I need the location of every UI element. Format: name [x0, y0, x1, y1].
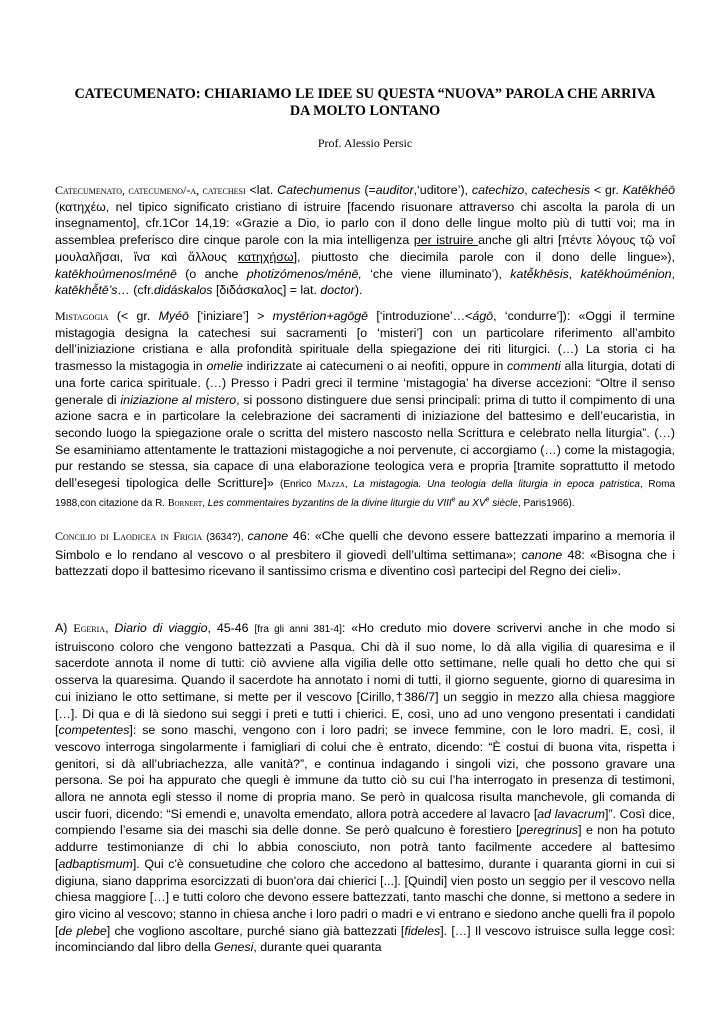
term-heading: Mistagogia	[55, 309, 109, 323]
text: alla liturgia, dotati di una forte carica spirituale. (…) Presso i Padri greci il termine ‘mistagogia’ ha diverse accezioni: “Oltre il senso generale di	[55, 359, 675, 407]
document-title	[55, 86, 675, 120]
latin-term: doctor	[320, 283, 355, 298]
greek-term: katēkhoúménion	[580, 266, 672, 281]
text: , si possono distinguere due sensi principali: prima di tutto il compimento di una azione sacra e in particolare la celebrazione dei sacramenti di iniziazione del battesimo e dell’eucaristia, in secondo luogo la spiegazione orale o scritta del mistero nascosto nella Scrittura e celebrato nella liturgia”. (…) Se esaminiamo attentamente le trattazioni mistagogiche a noi pervenute, ci accorgiamo (…) come la mistagogia, pur restando se stessa, sia capace di una elaborazione teologica vera e propria [tramite soprattutto il metodo dell’esegesi tipologica delle Scritture]»	[55, 392, 675, 491]
book-title: La mistagogia. Una teologia della liturgia in epoca patristica	[353, 479, 640, 491]
text: 48: «Bisogna che i battezzati dopo il battesimo ricevano il santissimo crisma e diventino così partecipi del Regno dei cieli».	[55, 547, 675, 579]
text: ).	[354, 283, 363, 298]
title-line-2: DA MOLTO LONTANO	[289, 103, 441, 119]
text: 46: «Che quelli che devono essere battezzati imparino a memoria il Simbolo e lo rendano al vescovo o al presbitero il giovedì dell’ultima settimana»;	[55, 529, 675, 562]
date: (3634?),	[202, 532, 248, 543]
term-heading: Egeria	[73, 621, 106, 635]
text: (o anche	[176, 266, 247, 281]
text: ], piuttosto che diecimila parole con il dono delle lingue»),	[293, 249, 676, 264]
paragraph-laodicea	[55, 528, 675, 580]
author-name: Bornert	[167, 497, 203, 509]
text: (κατηχέω, nel tipico significato cristiano di istruire [facendo risuonare attraverso chi ascolta la parola di un insegnamento], cfr.1Cor 14,19: «Grazie a Dio, io parlo con il dono delle lingue molto più di tutti voi; ma in assemblea preferisco dire cinque parole con la mia intelligenza	[55, 199, 675, 248]
text: ,	[344, 479, 354, 491]
latin-term: peregrinus	[519, 823, 579, 838]
text: [‘iniziare’] >	[188, 309, 273, 323]
paragraph-mistagogia	[55, 308, 675, 512]
text: ]. […] Il vescovo istruisce sulla legge così: incominciando dal libro della	[55, 923, 675, 955]
text: , ‘condurre’]): «Oggi il termine mistagogia designa la catechesi sui sacramenti [o ‘misteri’] con un particolare riferimento all’ambito dell’iniziazione cristiana e alla profondità spirituale della spiegazione dei riti liturgici. (…) La storia ci ha trasmesso la mistagogia in	[55, 309, 675, 374]
text: ‘che viene illuminato’),	[361, 266, 511, 281]
text: : «Ho creduto mio dovere scrivervi anche in che modo si istruiscono coloro che vengono battezzati a Pasqua. Chi dà il suo nome, lo dà alla vigilia di quaresima e il sacerdote annota il nome di tutti: ciò avviene alla vigilia delle otto settimane, nelle quali ho detto che qui si osserva la quaresima. Quando il sacerdote ha annotato i nomi di tutti, il giorno seguente, giorno di quaresima in cui iniziano le otto settimane, si mette per il vescovo [Cirillo,†386/7] un seggio in mezzo alla chiesa maggiore […]. Di qua e di là siedono sui seggi i preti e tutti i chierici. E, così, uno ad uno vengono presentati i candidati [	[55, 621, 675, 738]
book-title: au XV	[455, 497, 486, 509]
text: ,	[524, 183, 532, 197]
book-title: Diario di viaggio	[114, 621, 208, 635]
text: ,	[105, 621, 115, 635]
greek-term: Myéō	[158, 309, 189, 323]
greek-term: katē̆khēsis	[510, 266, 569, 281]
text: <lat.	[245, 183, 278, 197]
date: [fra gli anni 381-4]	[254, 624, 342, 635]
text: ] e non ha potuto addurre testimonianze di chi lo abbia conosciuto, non potrà tanto facilmente accedere al battesimo [	[55, 823, 675, 871]
superscript: e	[451, 496, 456, 504]
paragraph-egeria	[55, 620, 675, 956]
text: ]: se sono maschi, vengono con i loro padri; se invece femmine, con le loro madri. E, così, il vescovo interroga singolarmente i famigliari di colui che è entrato, dicendo: “È costui di buona vita, rispetta i genitori, si dà all’ubriachezza, alle vanità?”, e continua indagando i singoli vizi, che possono gravare una persona. Se poi ha appurato che quegli è immune da tutto ciò su cui l’ha interrogato in presenza di testimoni, allora ne annota egli stesso il nome di propria mano. Se però in qualcosa risulta manchevole, gli comanda di uscir fuori, dicendo: “Si emendi e, unavolta emendato, allora potrà accedere al lavacro [	[55, 723, 675, 821]
text: ]”. Così dice, compiendo l’esame sia dei maschi sia delle donne. Se però qualcuno è forestiero [	[55, 806, 675, 838]
greek-term: Katēkhéō	[622, 183, 676, 197]
text: indirizzate ai catecumeni o ai neofiti, oppure in	[242, 359, 507, 374]
latin-term: catechizo	[471, 183, 525, 197]
text: ,	[568, 266, 581, 281]
paragraph-catecumenato	[55, 182, 675, 299]
text: [‘introduzione’…<	[368, 309, 473, 323]
text: , durante quei quaranta	[253, 940, 382, 955]
latin-term: de plebe	[58, 923, 107, 938]
latin-term: adbaptismum	[58, 856, 133, 871]
text: ,‘uditore’),	[413, 183, 472, 197]
text: (=	[360, 183, 376, 197]
greek-term: katēkhē̆tē’s…	[55, 283, 130, 298]
superscript: e	[485, 496, 490, 504]
author: Prof. Alessio Persic	[317, 136, 413, 150]
italic-text: iniziazione al mistero	[120, 392, 237, 407]
italic-text: canone	[247, 529, 289, 543]
underlined-greek: κατηχήσω	[237, 249, 294, 264]
text: ,	[202, 497, 208, 509]
greek-term: katēkhoúmenos	[55, 266, 143, 281]
text: ,	[671, 266, 675, 281]
underlined-text: per istruire	[413, 233, 479, 248]
text: A)	[55, 621, 74, 635]
latin-term: auditor	[375, 183, 414, 197]
text: [διδάσκαλος] = lat.	[212, 283, 321, 298]
italic-text: commenti	[506, 359, 561, 374]
text: , Roma 1988,con citazione da R.	[55, 479, 676, 509]
term-heading: Catecumenato, catecumeno/-a, catechesi	[55, 183, 246, 197]
greek-term: mystērion+agōgē	[272, 309, 369, 323]
latin-term: ad lavacrum	[537, 806, 605, 821]
text: < gr.	[590, 183, 623, 197]
latin-term: catechesis	[531, 183, 591, 197]
text: , Paris1966).	[517, 497, 575, 509]
greek-term: ménē	[145, 266, 177, 281]
author-name: Mazza	[317, 479, 345, 491]
italic-text: omelie	[206, 359, 243, 374]
text: anche gli altri [πέντε λόγους τῷ νοΐ μουλαλῆσαι, ἵνα καὶ ἄλλους	[55, 233, 675, 264]
book-title: Les commentaires byzantins de la divine liturgie du VIII	[207, 497, 452, 509]
term-heading: Concilio di Laodicea in Frigia	[55, 529, 203, 543]
italic-text: canone	[521, 547, 563, 562]
text: ]. Qui c'è consuetudine che coloro che accedono al battesimo, durante i quaranta giorni in cui si digiuna, siano dapprima esorcizzati di buon'ora dai chierici [...]. [Quindi] vien posto un seggio per il vescovo nella chiesa maggiore […] e tutti coloro che devono essere battezzati, tanto maschi che donne, si mettono a sedere in giro vicino al vescovo; stanno in chiesa anche i loro padri o madri e vi entrano e siedono anche quelli fra il popolo [	[55, 856, 675, 938]
greek-term: ágō	[472, 309, 494, 323]
book-title: siècle	[489, 497, 518, 509]
text: ] che vogliono ascoltare, purché siano già battezzati [	[106, 923, 405, 938]
title-line-1: CATECUMENATO: CHIARIAMO LE IDEE SU QUESTA “NUOVA” PAROLA CHE ARRIVA	[74, 86, 656, 102]
book-title: Genesi	[214, 940, 254, 955]
text: (< gr.	[108, 309, 159, 323]
text: , 45-46	[207, 621, 255, 635]
text: (cfr.	[129, 283, 154, 298]
latin-term: fideles	[404, 923, 441, 938]
text: (Enrico	[280, 479, 318, 491]
latin-term: Catechumenus	[277, 183, 361, 197]
greek-term: photizómenos/ménē,	[246, 266, 362, 281]
latin-term: competentes	[58, 723, 130, 738]
greek-term: didáskalos	[153, 283, 213, 298]
text: /	[142, 266, 146, 281]
